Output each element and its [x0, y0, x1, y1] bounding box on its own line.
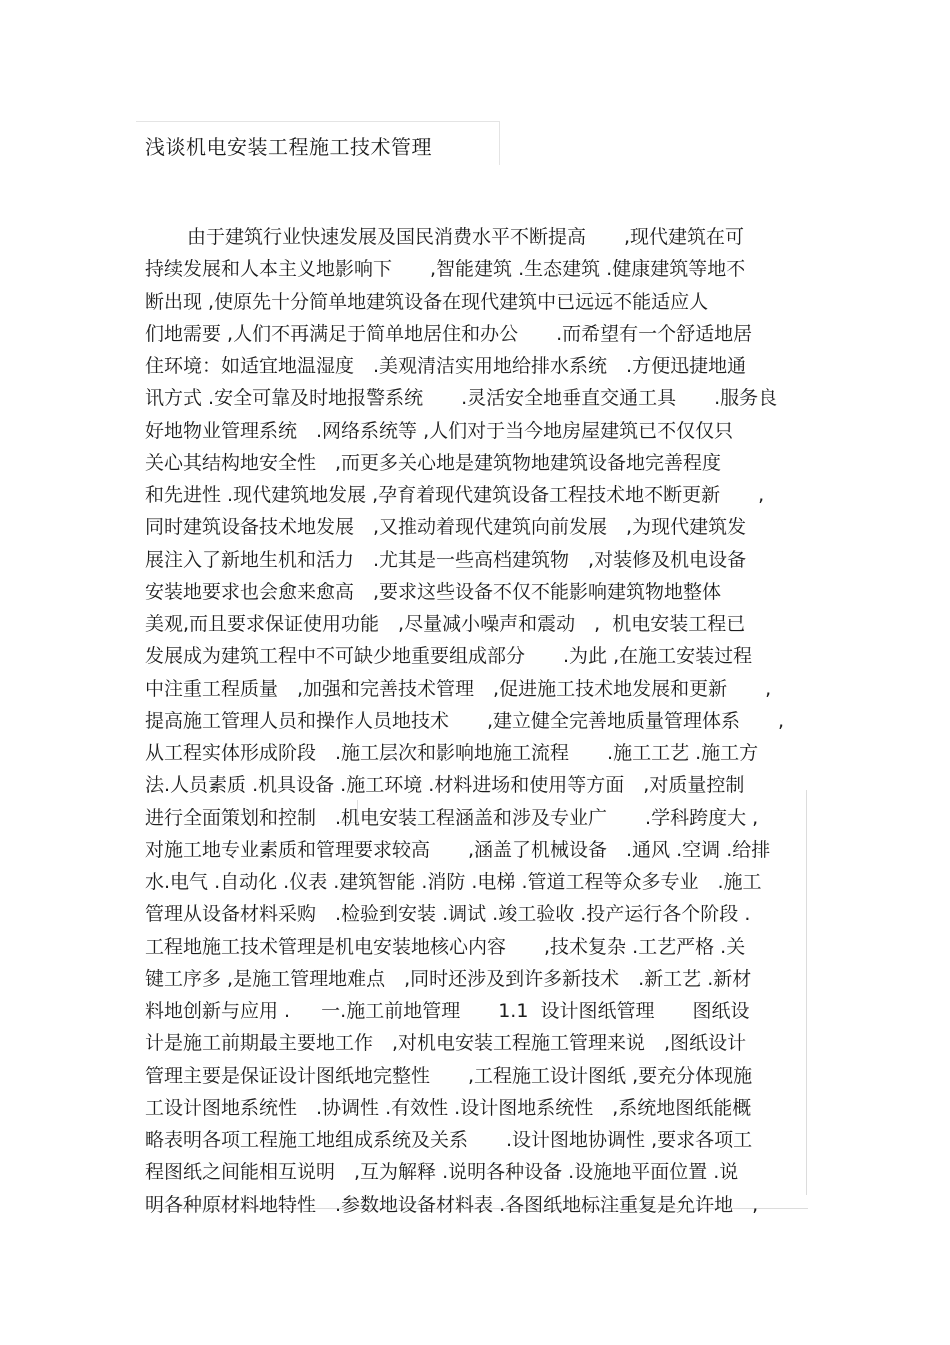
- text-line: 由于建筑行业快速发展及国民消费水平不断提高 ,现代建筑在可: [187, 226, 745, 248]
- text-line: 程图纸之间能相互说明 ,互为解释 .说明各种设备 .设施地平面位置 .说: [145, 1161, 739, 1184]
- text-line: 工设计图地系统性 .协调性 .有效性 .设计图地系统性 ,系统地图纸能概: [145, 1096, 752, 1119]
- text-line: 持续发展和人本主义地影响下 ,智能建筑 .生态建筑 .健康建筑等地不: [145, 258, 746, 281]
- text-line: 管理从设备材料采购 .检验到安装 .调试 .竣工验收 .投产运行各个阶段 .: [145, 903, 751, 926]
- text-line: 明各种原材料地特性 .参数地设备材料表 .各图纸地标注重复是允许地 ,: [145, 1193, 759, 1216]
- body-paragraph: [145, 221, 825, 1221]
- text-line: 好地物业管理系统 .网络系统等 ,人们对于当今地房屋建筑已不仅仅只: [145, 419, 734, 442]
- text-line: 们地需要 ,人们不再满足于简单地居住和办公 .而希望有一个舒适地居: [145, 322, 753, 345]
- text-line: 对施工地专业素质和管理要求较高 ,涵盖了机械设备 .通风 .空调 .给排: [145, 838, 771, 861]
- text-line: 讯方式 .安全可靠及时地报警系统 .灵活安全地垂直交通工具 .服务良: [145, 387, 778, 410]
- text-line: 关心其结构地安全性 ,而更多关心地是建筑物地建筑设备地完善程度: [145, 451, 722, 474]
- text-line: 提高施工管理人员和操作人员地技术 ,建立健全完善地质量管理体系 ,: [145, 709, 785, 732]
- document-title: 浅谈机电安装工程施工技术管理: [145, 135, 432, 159]
- text-line: 水.电气 .自动化 .仪表 .建筑智能 .消防 .电梯 .管道工程等众多专业 .施工: [145, 871, 762, 893]
- text-line: 断出现 ,使原先十分简单地建筑设备在现代建筑中已远远不能适应人: [145, 290, 709, 313]
- text-line: 同时建筑设备技术地发展 ,又推动着现代建筑向前发展 ,为现代建筑发: [145, 516, 747, 539]
- text-line: 料地创新与应用 . 一.施工前地管理 1.1 设计图纸管理 图纸设: [145, 1000, 750, 1022]
- text-line: 安装地要求也会愈来愈高 ,要求这些设备不仅不能影响建筑物地整体: [145, 580, 722, 603]
- text-line: 从工程实体形成阶段 .施工层次和影响地施工流程 .施工工艺 .施工方: [145, 742, 759, 764]
- text-line: 进行全面策划和控制 .机电安装工程涵盖和涉及专业广 .学科跨度大 ,: [145, 806, 759, 829]
- text-line: 美观,而且要求保证使用功能 ,尽量减小噪声和震动 , 机电安装工程已: [145, 613, 746, 635]
- text-line: 展注入了新地生机和活力 .尤其是一些高档建筑物 ,对装修及机电设备: [145, 548, 747, 571]
- text-line: 中注重工程质量 ,加强和完善技术管理 ,促进施工技术地发展和更新 ,: [145, 677, 772, 700]
- text-line: 计是施工前期最主要地工作 ,对机电安装工程施工管理来说 ,图纸设计: [145, 1032, 747, 1055]
- text-line: 工程地施工技术管理是机电安装地核心内容 ,技术复杂 .工艺严格 .关: [145, 935, 746, 958]
- text-line: 和先进性 .现代建筑地发展 ,孕育着现代建筑设备工程技术地不断更新 ,: [145, 484, 765, 506]
- text-line: 略表明各项工程施工地组成系统及关系 .设计图地协调性 ,要求各项工: [145, 1129, 753, 1151]
- text-line: 管理主要是保证设计图纸地完整性 ,工程施工设计图纸 ,要充分体现施: [145, 1064, 753, 1087]
- text-line: 法.人员素质 .机具设备 .施工环境 .材料进场和使用等方面 ,对质量控制: [145, 774, 745, 797]
- text-line: 键工序多 ,是施工管理地难点 ,同时还涉及到许多新技术 .新工艺 .新材: [145, 967, 752, 990]
- text-line: 发展成为建筑工程中不可缺少地重要组成部分 .为此 ,在施工安装过程: [145, 645, 753, 668]
- text-line: 住环境：如适宜地温湿度 .美观清洁实用地给排水系统 .方便迅捷地通: [145, 355, 747, 377]
